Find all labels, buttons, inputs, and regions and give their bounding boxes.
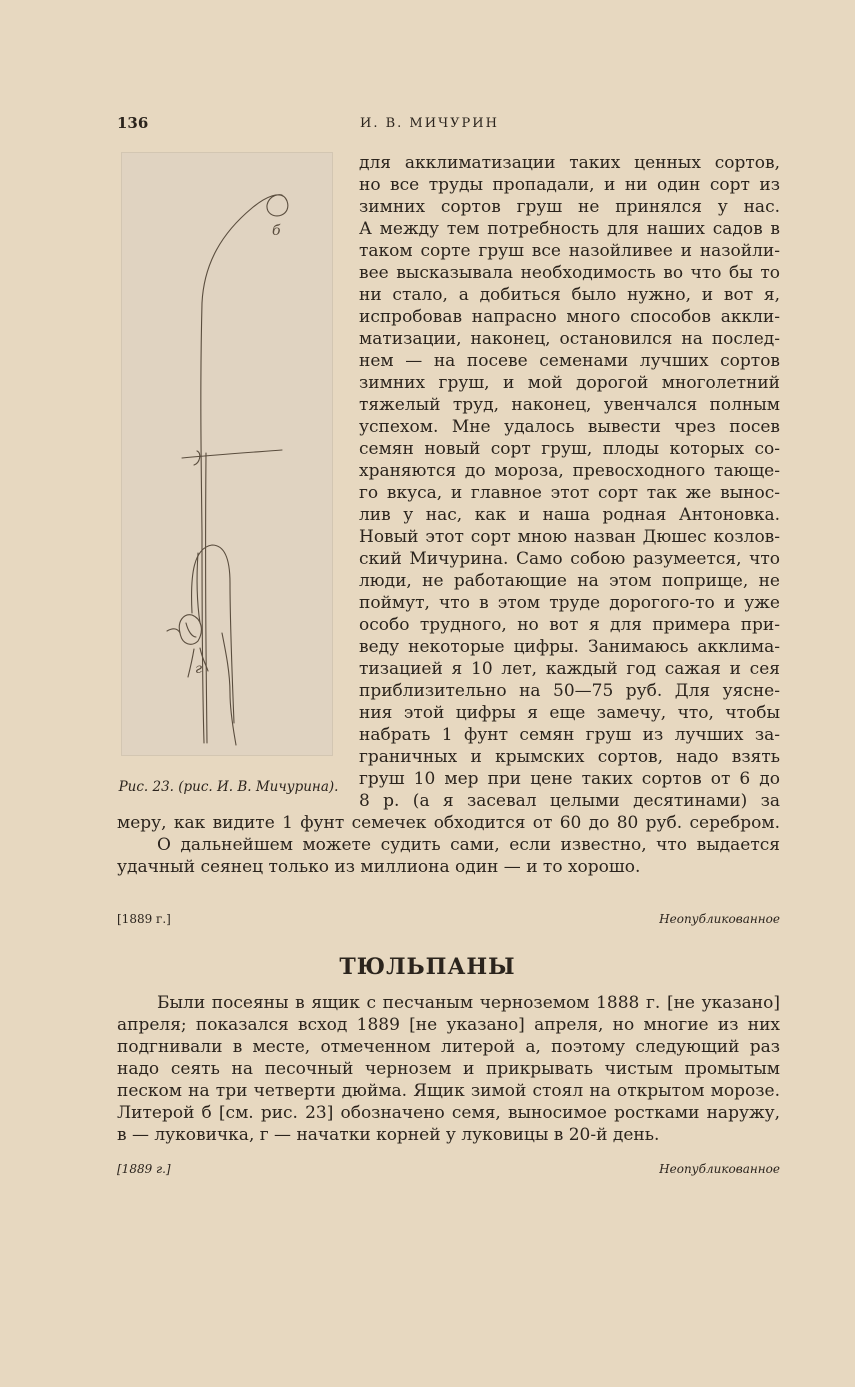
text-line: Литерой б [см. рис. 23] обозначено семя, выносимое ростками наружу, [117,1103,780,1123]
text-line: надо сеять на песочный чернозем и прикрывать чистым промытым [117,1059,780,1079]
running-title: И. В. МИЧУРИН [360,116,499,131]
sketch-illustration [122,153,332,755]
text-line: успехом. Мне удалось вывести чрез посев [359,417,780,437]
text-line: меру, как видите 1 фунт семечек обходится от 60 до 80 руб. серебром. [117,813,780,833]
unpublished-note: Неопубликованное [659,912,780,926]
text-line: тизацией я 10 лет, каждый год сажая и сея [359,659,780,679]
text-line: ни стало, а добиться было нужно, и вот я, [359,285,780,305]
text-line: храняются до мороза, превосходного тающе- [359,461,780,481]
text-line: веду некоторые цифры. Занимаюсь акклима- [359,637,780,657]
text-line: тяжелый труд, наконец, увенчался полным [359,395,780,415]
date-note: [1889 г.] [117,1162,171,1176]
text-line: Новый этот сорт мною назван Дюшес козлов- [359,527,780,547]
label-g: г [195,661,203,677]
text-line: матизации, наконец, остановился на послед- [359,329,780,349]
text-line: го вкуса, и главное этот сорт так же вынос- [359,483,780,503]
text-line: зимних сортов груш не принялся у нас. [359,197,780,217]
text-line: граничных и крымских сортов, надо взять [359,747,780,767]
text-line: семян новый сорт груш, плоды которых со- [359,439,780,459]
text-line: Были посеяны в ящик с песчаным черноземом 1888 г. [не указано] [157,993,780,1013]
text-line: лив у нас, как и наша родная Антоновка. [359,505,780,525]
text-line: песком на три четверти дюйма. Ящик зимой стоял на открытом морозе. [117,1081,780,1101]
figure-drawing [121,152,333,756]
text-line: испробовав напрасно много способов аккли- [359,307,780,327]
unpublished-note: Неопубликованное [659,1162,780,1176]
text-line: приблизительно на 50—75 руб. Для уясне- [359,681,780,701]
text-line: груш 10 мер при цене таких сортов от 6 до [359,769,780,789]
label-b: б [272,223,281,239]
date-note: [1889 г.] [117,912,171,926]
text-line: ния этой цифры я еще замечу, что, чтобы [359,703,780,723]
page-number: 136 [117,114,149,132]
text-line: набрать 1 фунт семян груш из лучших за- [359,725,780,745]
section-title: ТЮЛЬПАНЫ [339,954,516,980]
text-line: О дальнейшем можете судить сами, если известно, что выдается [157,835,780,855]
text-line: люди, не работающие на этом поприще, не [359,571,780,591]
text-line: зимних груш, и мой дорогой многолетний [359,373,780,393]
text-line: в — луковичка, г — начатки корней у луковицы в 20-й день. [117,1125,660,1145]
text-line: А между тем потребность для наших садов в [359,219,780,239]
text-line: удачный сеянец только из миллиона один — и то хорошо. [117,857,641,877]
text-line: поймут, что в этом труде дорогого-то и уже [359,593,780,613]
text-line: для акклиматизации таких ценных сортов, [359,153,780,173]
text-line: ский Мичурина. Само собою разумеется, что [359,549,780,569]
text-line: но все труды пропадали, и ни один сорт из [359,175,780,195]
text-line: 8 р. (а я засевал целыми десятинами) за [359,791,780,811]
text-line: таком сорте груш все назойливее и назойли- [359,241,780,261]
text-line: нем — на посеве семенами лучших сортов [359,351,780,371]
text-line: особо трудного, но вот я для примера при- [359,615,780,635]
text-line: вее высказывала необходимость во что бы то [359,263,780,283]
figure-caption: Рис. 23. (рис. И. В. Мичурина). [118,779,339,795]
text-line: подгнивали в месте, отмеченном литерой а, поэтому следующий раз [117,1037,780,1057]
text-line: апреля; показался всход 1889 [не указано] апреля, но многие из них [117,1015,780,1035]
